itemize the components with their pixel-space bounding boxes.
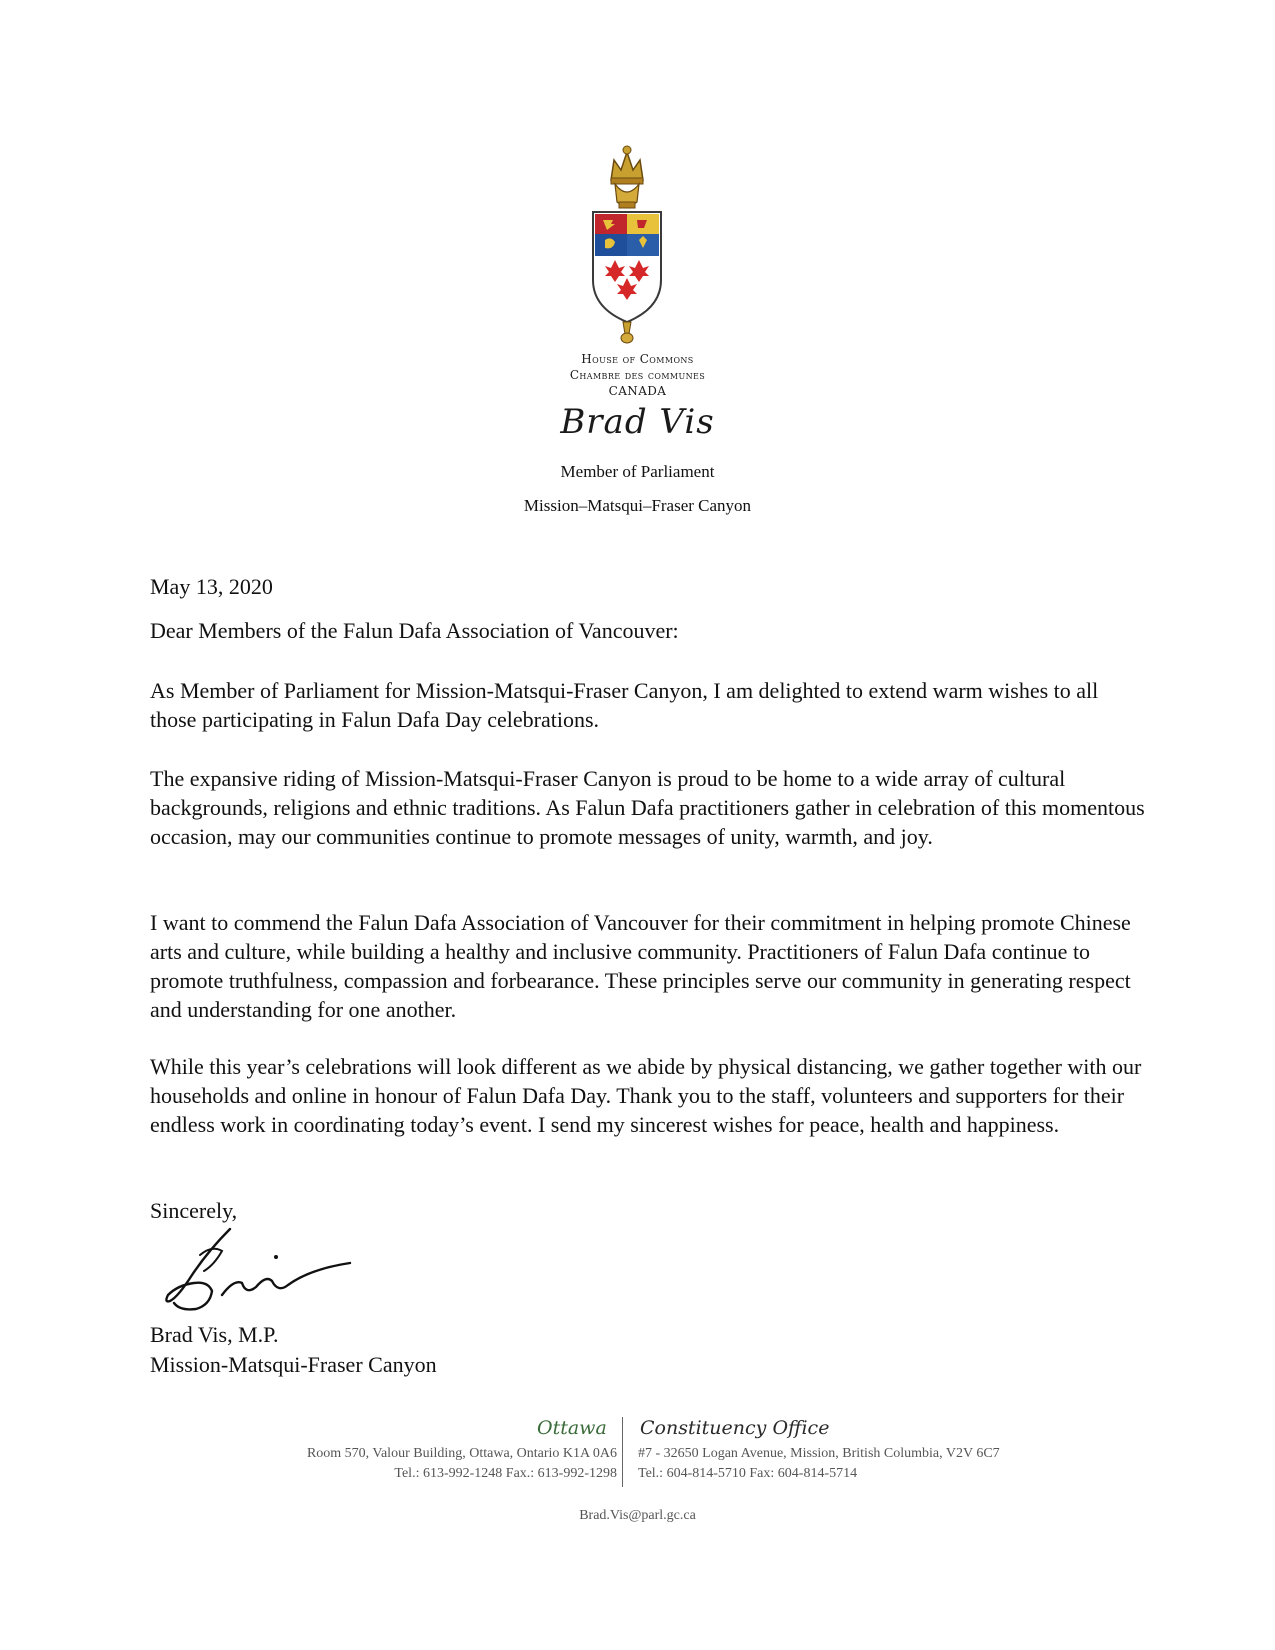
salutation: Dear Members of the Falun Dafa Association of Vancouver: bbox=[150, 618, 679, 643]
paragraph-2: The expansive riding of Mission-Matsqui-Fraser Canyon is proud to be home to a wide array of cultural backgrounds, religions and ethnic traditions. As Falun Dafa practitioners gather in celebration of this momentous occasion, may our communities continue to promote messages of unity, warmth, and joy. bbox=[150, 766, 1145, 849]
signer-riding: Mission-Matsqui-Fraser Canyon bbox=[150, 1352, 437, 1377]
handwritten-signature-icon bbox=[160, 1225, 355, 1317]
footer-constituency-label: Constituency Office bbox=[640, 1417, 830, 1439]
signer-name: Brad Vis, M.P. bbox=[150, 1322, 279, 1347]
ottawa-address: Room 570, Valour Building, Ottawa, Ontario K1A 0A6 bbox=[306, 1446, 617, 1461]
paragraph-4: While this year’s celebrations will look different as we abide by physical distancing, we gather together with our households and online in honour of Falun Dafa Day. Thank you to the staff, volunteers and supporters for their endless work in coordinating today’s event. I send my sincerest wishes for peace, health and happiness. bbox=[150, 1054, 1142, 1137]
footer-divider bbox=[622, 1417, 623, 1487]
country-name: CANADA bbox=[608, 384, 667, 398]
institution-name-fr: Chambre des communes bbox=[569, 368, 706, 382]
ottawa-phone: Tel.: 613-992-1248 Fax.: 613-992-1298 bbox=[394, 1466, 617, 1481]
letter-date: May 13, 2020 bbox=[150, 574, 273, 599]
canadian-parliament-crest-icon bbox=[581, 140, 673, 345]
footer-ottawa-label: Ottawa bbox=[537, 1417, 607, 1439]
institution-name-en: House of Commons bbox=[581, 352, 694, 366]
constituency-address: #7 - 32650 Logan Avenue, Mission, British Columbia, V2V 6C7 bbox=[638, 1446, 1000, 1461]
mp-riding: Mission–Matsqui–Fraser Canyon bbox=[523, 496, 752, 515]
closing: Sincerely, bbox=[150, 1198, 238, 1223]
mp-name-script: Brad Vis bbox=[560, 402, 715, 442]
paragraph-3: I want to commend the Falun Dafa Association of Vancouver for their commitment in helping promote Chinese arts and culture, while building a healthy and inclusive community. Practitioners of Falun Dafa continue to promote truthfulness, compassion and forbearance. These principles serve our community in generating respect and understanding for one another. bbox=[150, 910, 1131, 1022]
constituency-phone: Tel.: 604-814-5710 Fax: 604-814-5714 bbox=[638, 1466, 858, 1481]
paragraph-1: As Member of Parliament for Mission-Matsqui-Fraser Canyon, I am delighted to extend warm wishes to all those participating in Falun Dafa Day celebrations. bbox=[150, 678, 1099, 732]
footer-email: Brad.Vis@parl.gc.ca bbox=[579, 1508, 696, 1523]
mp-title: Member of Parliament bbox=[560, 462, 715, 481]
